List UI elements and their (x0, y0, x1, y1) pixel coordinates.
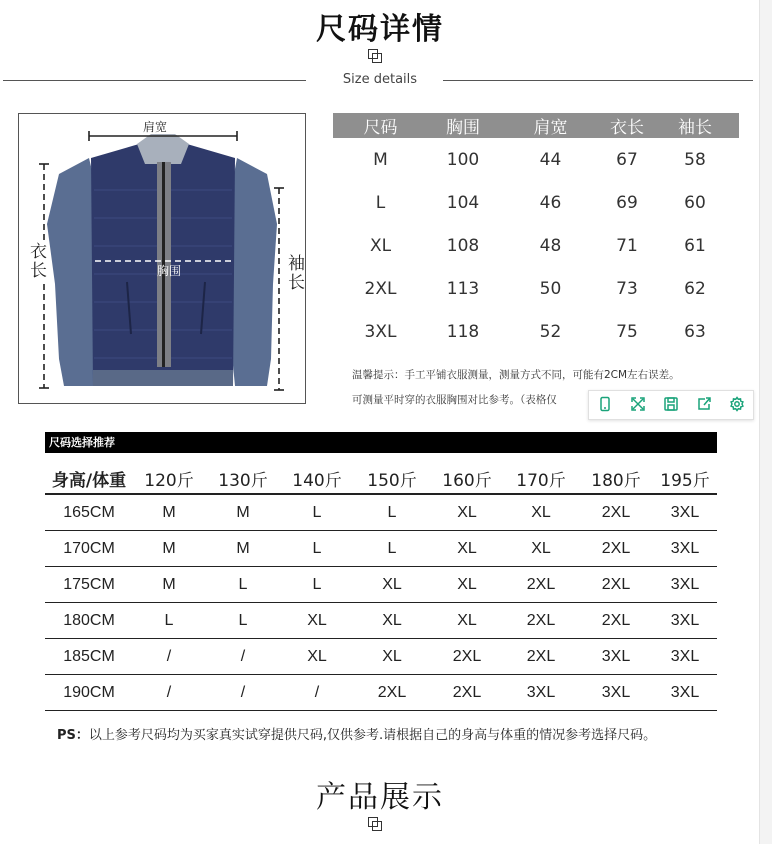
cell: M (205, 531, 281, 567)
sleeve-label: 袖长 (282, 254, 306, 292)
ps-text: 以上参考尺码均为买家真实试穿提供尺码,仅供参考.请根据自己的身高与体重的情况参考选择尺码。 (88, 728, 657, 743)
recommend-table (45, 463, 717, 711)
cell: 2XL (503, 567, 579, 603)
shoulder-label: 肩宽 (143, 120, 168, 134)
cell: L (205, 603, 281, 639)
cell: 2XL (579, 494, 653, 531)
cell: 48 (539, 235, 562, 256)
cell: 3XL (579, 639, 653, 675)
cell: XL (503, 494, 579, 531)
cell: 3XL (653, 639, 717, 675)
cell: 175CM (45, 567, 133, 603)
cell: XL (431, 494, 503, 531)
col-header: 160斤 (431, 463, 503, 494)
cell: 108 (446, 235, 480, 256)
cell: 3XL (653, 675, 717, 711)
cell: 58 (684, 149, 706, 170)
cell: 2XL (364, 278, 397, 299)
cell: 69 (616, 192, 638, 213)
table-row (333, 267, 739, 310)
cell: M (205, 494, 281, 531)
table-row (45, 639, 717, 675)
cell: 2XL (353, 675, 431, 711)
cell: 180CM (45, 603, 133, 639)
table-row (333, 138, 739, 181)
col-header: 尺码 (333, 113, 428, 138)
cell: 3XL (653, 567, 717, 603)
cell: 170CM (45, 531, 133, 567)
ps-label: PS： (57, 728, 89, 743)
table-row (45, 675, 717, 711)
cell: L (353, 531, 431, 567)
cell: XL (353, 603, 431, 639)
cell: 104 (446, 192, 480, 213)
cell: XL (353, 639, 431, 675)
cell: L (375, 192, 386, 213)
chest-label: 胸围 (157, 264, 182, 278)
settings-icon[interactable] (729, 396, 745, 412)
expand-icon[interactable] (630, 396, 646, 412)
cell: 75 (616, 321, 638, 342)
col-header: 180斤 (579, 463, 653, 494)
col-header: 150斤 (353, 463, 431, 494)
col-header: 肩宽 (498, 113, 603, 138)
cell: M (133, 494, 205, 531)
table-row (333, 310, 739, 353)
table-row (333, 181, 739, 224)
col-header: 170斤 (503, 463, 579, 494)
cell: / (281, 675, 353, 711)
cell: 46 (539, 192, 562, 213)
recommend-header-row (45, 463, 717, 494)
page-subtitle: Size details (342, 72, 418, 87)
cell: L (353, 494, 431, 531)
page-title: 尺码详情 (316, 12, 444, 47)
jacket-measurement-image (18, 113, 306, 404)
cell: XL (431, 531, 503, 567)
cell: XL (431, 603, 503, 639)
table-row (45, 531, 717, 567)
col-header: 120斤 (133, 463, 205, 494)
col-header: 140斤 (281, 463, 353, 494)
section-title: 产品展示 (316, 780, 444, 815)
size-table (333, 113, 739, 353)
ps-note (57, 724, 656, 743)
col-header: 身高/体重 (45, 463, 133, 494)
cell: M (133, 531, 205, 567)
cell: / (133, 675, 205, 711)
cell: XL (353, 567, 431, 603)
cell: 61 (684, 235, 706, 256)
length-label: 衣长 (24, 242, 49, 280)
cell: L (281, 531, 353, 567)
cell: 3XL (653, 603, 717, 639)
col-header: 衣长 (603, 113, 651, 138)
cell: XL (281, 603, 353, 639)
comparison-note: 可测量平时穿的衣服胸围对比参考。（表格仅 (352, 394, 557, 406)
cell: / (133, 639, 205, 675)
cell: 2XL (431, 639, 503, 675)
cell: 2XL (579, 567, 653, 603)
cell: 3XL (653, 531, 717, 567)
jacket-illustration (19, 114, 306, 404)
cell: 3XL (579, 675, 653, 711)
scrollbar[interactable] (759, 0, 772, 844)
col-header: 130斤 (205, 463, 281, 494)
cell: 3XL (503, 675, 579, 711)
col-header: 袖长 (651, 113, 739, 138)
cell: 44 (539, 149, 562, 170)
cell: / (205, 639, 281, 675)
cell: L (281, 567, 353, 603)
cell: 3XL (653, 494, 717, 531)
cell: 73 (616, 278, 638, 299)
cell: 2XL (503, 639, 579, 675)
square-icon (368, 817, 382, 831)
cell: 62 (684, 278, 706, 299)
square-icon (368, 49, 382, 63)
cell: L (205, 567, 281, 603)
cell: M (133, 567, 205, 603)
col-header: 195斤 (653, 463, 717, 494)
cell: XL (369, 235, 392, 256)
cell: 67 (616, 149, 638, 170)
cell: 2XL (579, 603, 653, 639)
cell: L (133, 603, 205, 639)
cell: 52 (539, 321, 562, 342)
table-row (45, 494, 717, 531)
cell: / (205, 675, 281, 711)
share-icon[interactable] (696, 396, 712, 412)
table-row (45, 567, 717, 603)
cell: XL (503, 531, 579, 567)
table-row (45, 603, 717, 639)
col-header: 胸围 (428, 113, 498, 138)
cell: 113 (446, 278, 480, 299)
cell: XL (281, 639, 353, 675)
save-icon[interactable] (663, 396, 679, 412)
cell: 2XL (431, 675, 503, 711)
cell: 100 (446, 149, 480, 170)
cell: 71 (616, 235, 638, 256)
table-row (333, 224, 739, 267)
cell: 50 (539, 278, 562, 299)
cell: 118 (446, 321, 480, 342)
cell: 2XL (503, 603, 579, 639)
cell: XL (431, 567, 503, 603)
size-table-header (333, 113, 739, 138)
cell: 60 (684, 192, 706, 213)
cell: 165CM (45, 494, 133, 531)
cell: L (281, 494, 353, 531)
measurement-note: 温馨提示：手工平铺衣服测量，测量方式不同，可能有2CM左右误差。 (352, 369, 680, 381)
cell: 3XL (364, 321, 397, 342)
phone-icon[interactable] (597, 396, 613, 412)
cell: 2XL (579, 531, 653, 567)
cell: 190CM (45, 675, 133, 711)
cell: 185CM (45, 639, 133, 675)
cell: 63 (684, 321, 706, 342)
recommend-title-bar: 尺码选择推荐 (45, 432, 717, 453)
image-toolbar (588, 390, 754, 420)
cell: M (373, 149, 388, 170)
